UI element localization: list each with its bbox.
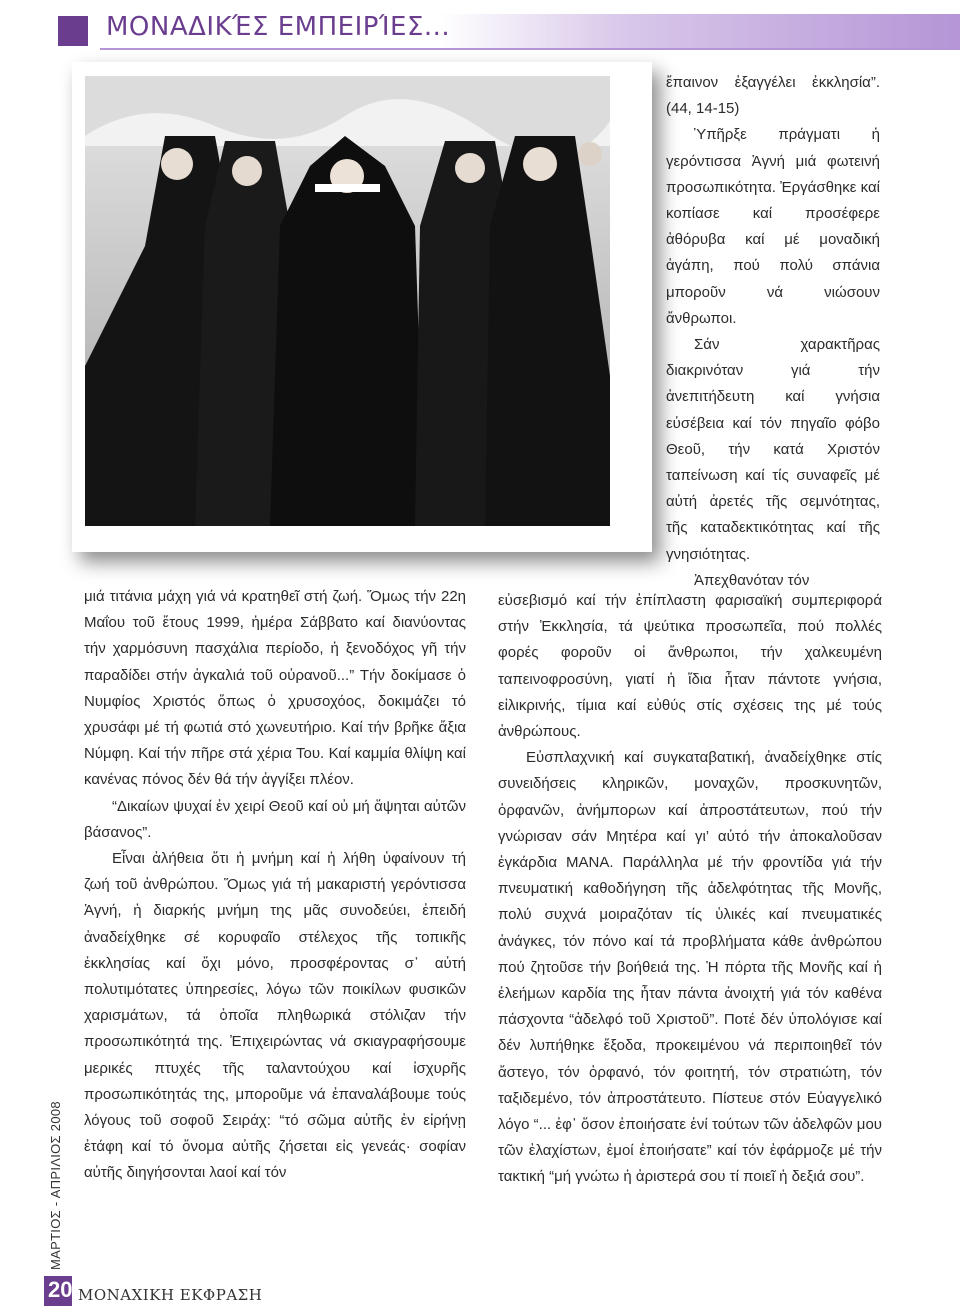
paragraph: εὐσεβισμό καί τήν ἐπίπλαστη φαρισαϊκή συμπεριφορά στήν Ἐκκλησία, τά ψεύτικα προσωπεῖα, πού πολλές φορές φοροῦν οἱ ἄνθρωποι, τήν χαλκευμένη ταπεινοφροσύνη, γιατί ἡ ἴδια ἦταν πάντοτε γνήσια, εἰλικρινής, τίμια καί εὐθύς στίς σχέσεις της μέ τούς ἀνθρώπους. (498, 592, 882, 741)
group-photo (85, 76, 610, 526)
group-photo-of-nuns-icon (85, 76, 610, 526)
column-right-bottom (498, 588, 882, 1191)
paragraph: Σάν χαρακτῆρας διακρινόταν γιά τήν ἀνεπιτήδευτη καί γνήσια εὐσέβεια καί τόν πηγαῖο φόβο Θεοῦ, τήν κατά Χριστόν ταπείνωση καί τίς συναφεῖς μέ αὐτή ἀρετές τῆς σεμνότητας, τῆς καταδεκτικότητας καί τῆς γνησιότητας. (666, 336, 880, 563)
section-title: ΜΟΝΑΔΙΚΈΣ ΕΜΠΕΙΡΊΕΣ... (106, 12, 451, 42)
header-square-mark (58, 16, 88, 46)
issue-date: ΜΑΡΤΙΟΣ - ΑΠΡΙΛΙΟΣ 2008 (48, 1101, 63, 1270)
quote-paragraph: “Δικαίων ψυχαί ἐν χειρί Θεοῦ καί οὐ μή ἅψηται αὐτῶν βάσανος”. (84, 797, 466, 841)
page-number: 20 (48, 1277, 73, 1302)
paragraph: μιά τιτάνια μάχη γιά νά κρατηθεῖ στή ζωή. Ὅμως τήν 22η Μαΐου τοῦ ἔτους 1999, ἡμέρα Σάββατο καί διανύοντας τήν χαρμόσυνη πασχάλια περίοδο, ἡ ξενοδόχος γῆ τήν παραδίδει στήν ἀγκαλιά τοῦ οὐρανοῦ...” Τήν δοκίμασε ὁ Νυμφίος Χριστός ὅπως ὁ χρυσοχόος, δοκιμάζει τό χρυσάφι μέ τή φωτιά στό χωνευτήριο. Καί τήν βρῆκε ἄξια Νύμφη. Καί τήν πῆρε στά χέρια Του. Καί καμμία θλίψη καί κανένας πόνος δέν θά τήν ἀγγίξει πλέον. (84, 588, 466, 789)
column-left (84, 584, 466, 1187)
magazine-title: ΜΟΝΑΧΙΚΗ ΕΚΦΡΑΣΗ (78, 1286, 263, 1304)
paragraph: Ὑπῆρξε πράγματι ἡ γερόντισσα Ἁγνή μιά φωτεινή προσωπικότητα. Ἐργάσθηκε καί κοπίασε καί προσέφερε ἀθόρυβα καί μέ μοναδική ἀγάπη, πού πολύ σπάνια μποροῦν νά νιώσουν ἄνθρωποι. (666, 126, 880, 327)
paragraph: Ἀπεχθανόταν τόν (694, 571, 810, 589)
paragraph: Εἶναι ἀλήθεια ὅτι ἡ μνήμη καί ἡ λήθη ὑφαίνουν τή ζωή τοῦ ἀνθρώπου. Ὅμως γιά τή μακαριστή γερόντισσα Ἁγνή, ἡ διαρκής μνήμη της μᾶς συνοδεύει, ἐπειδή ἀναδείχθηκε σέ κορυφαῖο στέλεχος τῆς τοπικῆς ἐκκλησίας καί ὄχι μόνο, προσφέροντας σ᾿ αὐτή πολυτιμότατες ὑπηρεσίες, λόγω τῶν ποικίλων φυσικῶν χαρισμάτων, τά ὁποῖα πληθωρικά στόλιζαν τήν προσωπικότητά της. Ἐπιχειρώντας νά σκιαγραφήσουμε μερικές πτυχές τῆς ταλαντούχου καί ἰσχυρῆς προσωπικότητάς της, μποροῦμε νά ἐπαναλάβουμε τούς λόγους τοῦ σοφοῦ Σειράχ: “τό σῶμα αὐτῆς ἐν εἰρήνῃ ἐτάφη καί τό ὄνομα αὐτῆς ζήσεται εἰς γενεάς· σοφίαν αὐτῆς διηγήσονται λαοί καί τόν (84, 850, 466, 1182)
header-rule (100, 48, 960, 50)
header-gradient-band (440, 14, 960, 50)
column-right-top (666, 70, 880, 594)
paragraph: Εὐσπλαχνική καί συγκαταβατική, ἀναδείχθηκε στίς συνειδήσεις κληρικῶν, μοναχῶν, προσκυνητῶν, ὀρφανῶν, ἀνήμπορων καί ἀπροστάτευτων, πού τήν γνώρισαν σάν Μητέρα καί γι’ αὐτό τήν ἀποκαλοῦσαν ἐγκάρδια ΜΑΝΑ. Παράλληλα μέ τήν φροντίδα γιά τήν πνευματική καθοδήγηση τῆς ἀδελφότητας τῆς Μονῆς, πολύ συχνά μοιραζόταν τίς ὑλικές καί πνευματικές ἀνάγκες, τόν πόνο καί τά προβλήματα κάθε ἀνθρώπου πού ζητοῦσε τήν βοήθειά της. Ἡ πόρτα τῆς Μονῆς καί ἡ ἐλεήμων καρδία της ἦταν πάντα ἀνοιχτή γιά τόν καθένα πάσχοντα “ἀδελφό τοῦ Χριστοῦ”. Ποτέ δέν ὑπολόγισε καί δέν λυπήθηκε ἔξοδα, προκειμένου νά περιποιηθεῖ τόν ἄστεγο, τόν ὀρφανό, τόν φοιτητή, τόν στρατιώτη, τόν ταξιδεμένο, τόν ἀπροστάτευτο. Πίστευε στόν Εὐαγγελικό λόγο “... ἐφ᾿ ὅσον ἐποιήσατε ἑνί τούτων τῶν ἀδελφῶν μου τῶν ἐλαχίστων, ἐμοί ἐποιήσατε” καί τόν ἐφάρμοζε μέ τήν τακτική “μή γνώτω ἡ ἀριστερά σου τί ποιεῖ ἡ δεξιά σου”. (498, 749, 882, 1186)
paragraph: ἔπαινον ἐξαγγέλει ἐκκλησία”. (44, 14-15) (666, 74, 880, 118)
